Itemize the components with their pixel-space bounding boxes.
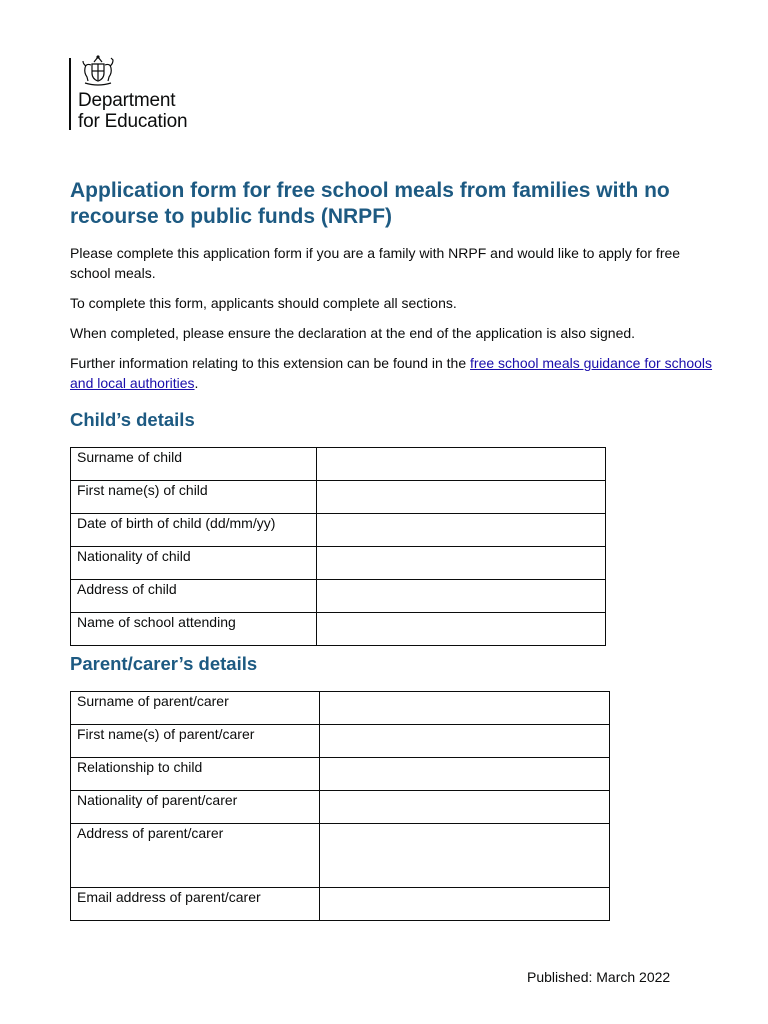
child-dob-label: Date of birth of child (dd/mm/yy) bbox=[71, 514, 317, 547]
table-row bbox=[71, 888, 610, 921]
royal-coat-of-arms-icon bbox=[80, 54, 116, 86]
table-row bbox=[71, 692, 610, 725]
child-address-field[interactable] bbox=[317, 580, 606, 613]
child-surname-label: Surname of child bbox=[71, 448, 317, 481]
intro-paragraph-3: When completed, please ensure the declaration at the end of the application is also signed. bbox=[70, 325, 636, 341]
guidance-link[interactable]: free school meals guidance for schools and local authorities bbox=[70, 355, 713, 391]
logo-line-1: Department bbox=[78, 90, 176, 111]
school-name-label: Name of school attending bbox=[71, 613, 317, 646]
child-surname-field[interactable] bbox=[317, 448, 606, 481]
table-row bbox=[71, 514, 606, 547]
intro-paragraph-1: Please complete this application form if you are a family with NRPF and would like to apply for free school meals. bbox=[70, 245, 681, 281]
table-row bbox=[71, 791, 610, 824]
intro-text-after-link: . bbox=[194, 374, 199, 391]
parent-nationality-field[interactable] bbox=[320, 791, 610, 824]
parent-first-names-label: First name(s) of parent/carer bbox=[71, 725, 320, 758]
parent-surname-label: Surname of parent/carer bbox=[71, 692, 320, 725]
logo-line-2: for Education bbox=[78, 111, 188, 132]
school-name-field[interactable] bbox=[317, 613, 606, 646]
table-row bbox=[71, 547, 606, 580]
table-row bbox=[71, 613, 606, 646]
parent-details-heading: Parent/carer’s details bbox=[70, 653, 258, 674]
child-nationality-label: Nationality of child bbox=[71, 547, 317, 580]
relationship-field[interactable] bbox=[320, 758, 610, 791]
intro-paragraph-4 bbox=[70, 354, 720, 393]
parent-email-field[interactable] bbox=[320, 888, 610, 921]
parent-nationality-label: Nationality of parent/carer bbox=[71, 791, 320, 824]
intro-text-before-link: Further information relating to this extension can be found in the bbox=[70, 355, 471, 371]
table-row bbox=[71, 448, 606, 481]
child-nationality-field[interactable] bbox=[317, 547, 606, 580]
parent-address-label: Address of parent/carer bbox=[71, 824, 320, 888]
parent-surname-field[interactable] bbox=[320, 692, 610, 725]
child-dob-field[interactable] bbox=[317, 514, 606, 547]
intro-paragraph-2: To complete this form, applicants should complete all sections. bbox=[70, 295, 457, 311]
logo-rule bbox=[69, 58, 71, 130]
child-details-heading: Child’s details bbox=[70, 409, 195, 430]
published-date: Published: March 2022 bbox=[527, 969, 671, 985]
department-logo bbox=[69, 52, 209, 152]
parent-first-names-field[interactable] bbox=[320, 725, 610, 758]
table-row bbox=[71, 580, 606, 613]
page-title: Application form for free school meals from families with no recourse to public funds (NRPF) bbox=[70, 179, 670, 228]
child-first-names-label: First name(s) of child bbox=[71, 481, 317, 514]
parent-address-field[interactable] bbox=[320, 824, 610, 888]
child-first-names-field[interactable] bbox=[317, 481, 606, 514]
department-name bbox=[78, 90, 187, 132]
table-row bbox=[71, 758, 610, 791]
parent-email-label: Email address of parent/carer bbox=[71, 888, 320, 921]
table-row bbox=[71, 725, 610, 758]
table-row bbox=[71, 824, 610, 888]
child-address-label: Address of child bbox=[71, 580, 317, 613]
child-details-table bbox=[70, 447, 606, 646]
relationship-label: Relationship to child bbox=[71, 758, 320, 791]
parent-details-table bbox=[70, 691, 610, 921]
table-row bbox=[71, 481, 606, 514]
